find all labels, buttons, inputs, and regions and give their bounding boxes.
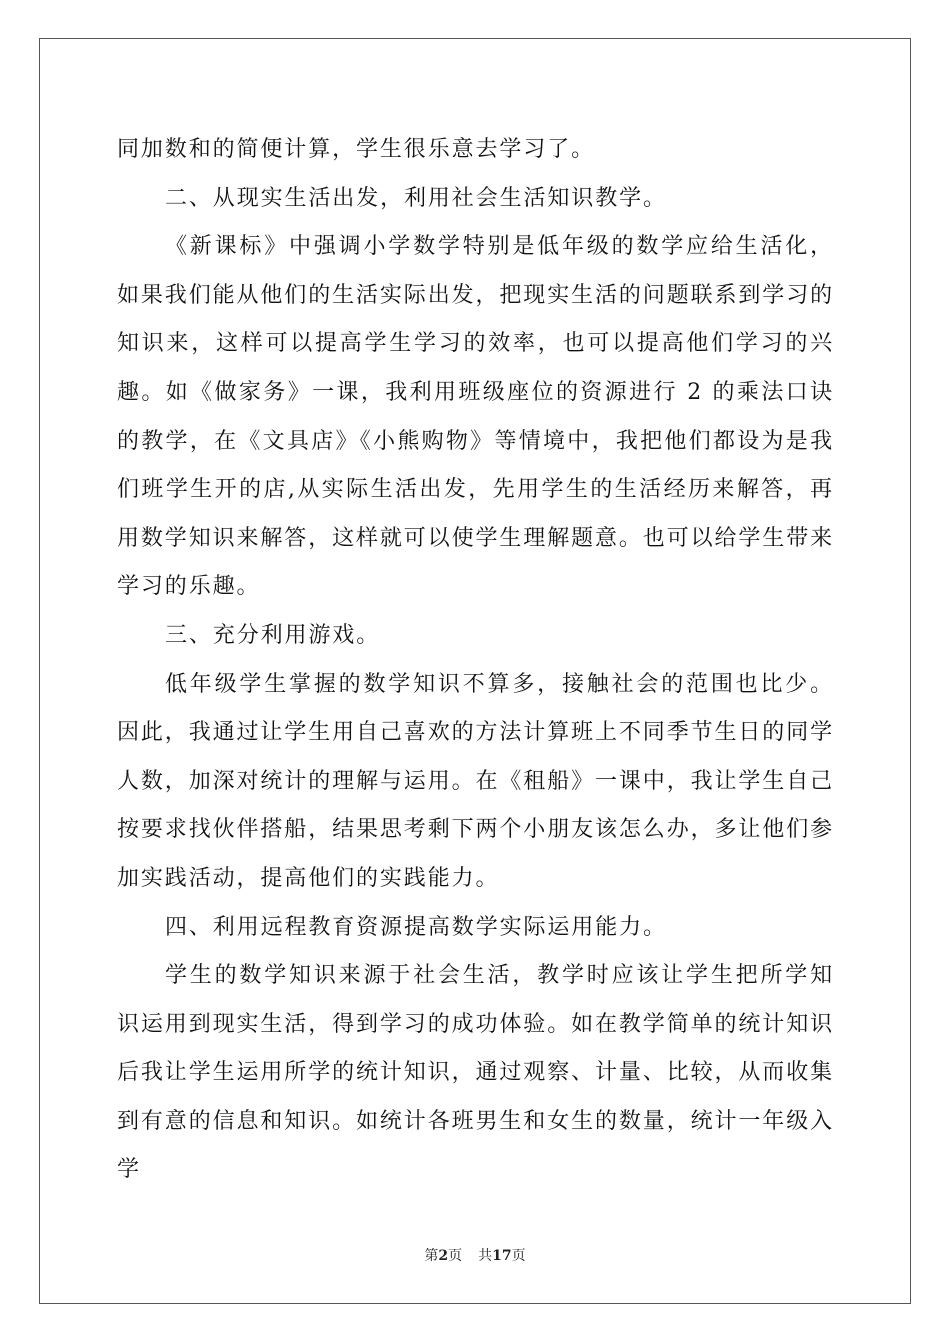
page-total-suffix: 页 [511,1248,526,1264]
paragraph-body: 《新课标》中强调小学数学特别是低年级的数学应给生活化，如果我们能从他们的生活实际出发，把现实生活的问题联系到学习的知识来，这样可以提高学生学习的效率，也可以提高他们学习的兴趣。如《做家务》一课，我利用班级座位的资源进行 2 的乘法口诀的教学，在《文具店》《小熊购物》等情境中，我把他们都设为是我们班学生开的店,从实际生活出发，先用学生的生活经历来解答，再用数学知识来解答，这样就可以使学生理解题意。也可以给学生带来学习的乐趣。 [117,234,835,600]
paragraph-continuation: 同加数和的简便计算，学生很乐意去学习了。 [117,137,596,162]
page-number-total: 17 [492,1248,512,1264]
paragraph-body: 低年级学生掌握的数学知识不算多，接触社会的范围也比少。因此，我通过让学生用自己喜欢的方法计算班上不同季节生日的同学人数，加深对统计的理解与运用。在《租船》一课中，我让学生自己按要求找伙伴搭船，结果思考剩下两个小朋友该怎么办，多让他们参加实践活动，提高他们的实践能力。 [117,671,835,891]
document-body [117,126,834,1195]
page-total-prefix: 共 [478,1248,493,1264]
page-number-prefix: 第 [424,1248,439,1264]
section-heading-2: 二、从现实生活出发，利用社会生活知识教学。 [165,185,667,211]
page-footer [0,1246,950,1266]
page-number-current: 2 [438,1248,449,1264]
page-number-suffix: 页 [448,1248,463,1264]
paragraph-body: 学生的数学知识来源于社会生活，教学时应该让学生把所学知识运用到现实生活，得到学习的成功体验。如在教学简单的统计知识后我让学生运用所学的统计知识，通过观察、计量、比较，从而收集到有意的信息和知识。如统计各班男生和女生的数量，统计一年级入学 [117,963,835,1183]
section-heading-3: 三、充分利用游戏。 [165,622,381,648]
section-heading-4: 四、利用远程教育资源提高数学实际运用能力。 [165,914,667,940]
